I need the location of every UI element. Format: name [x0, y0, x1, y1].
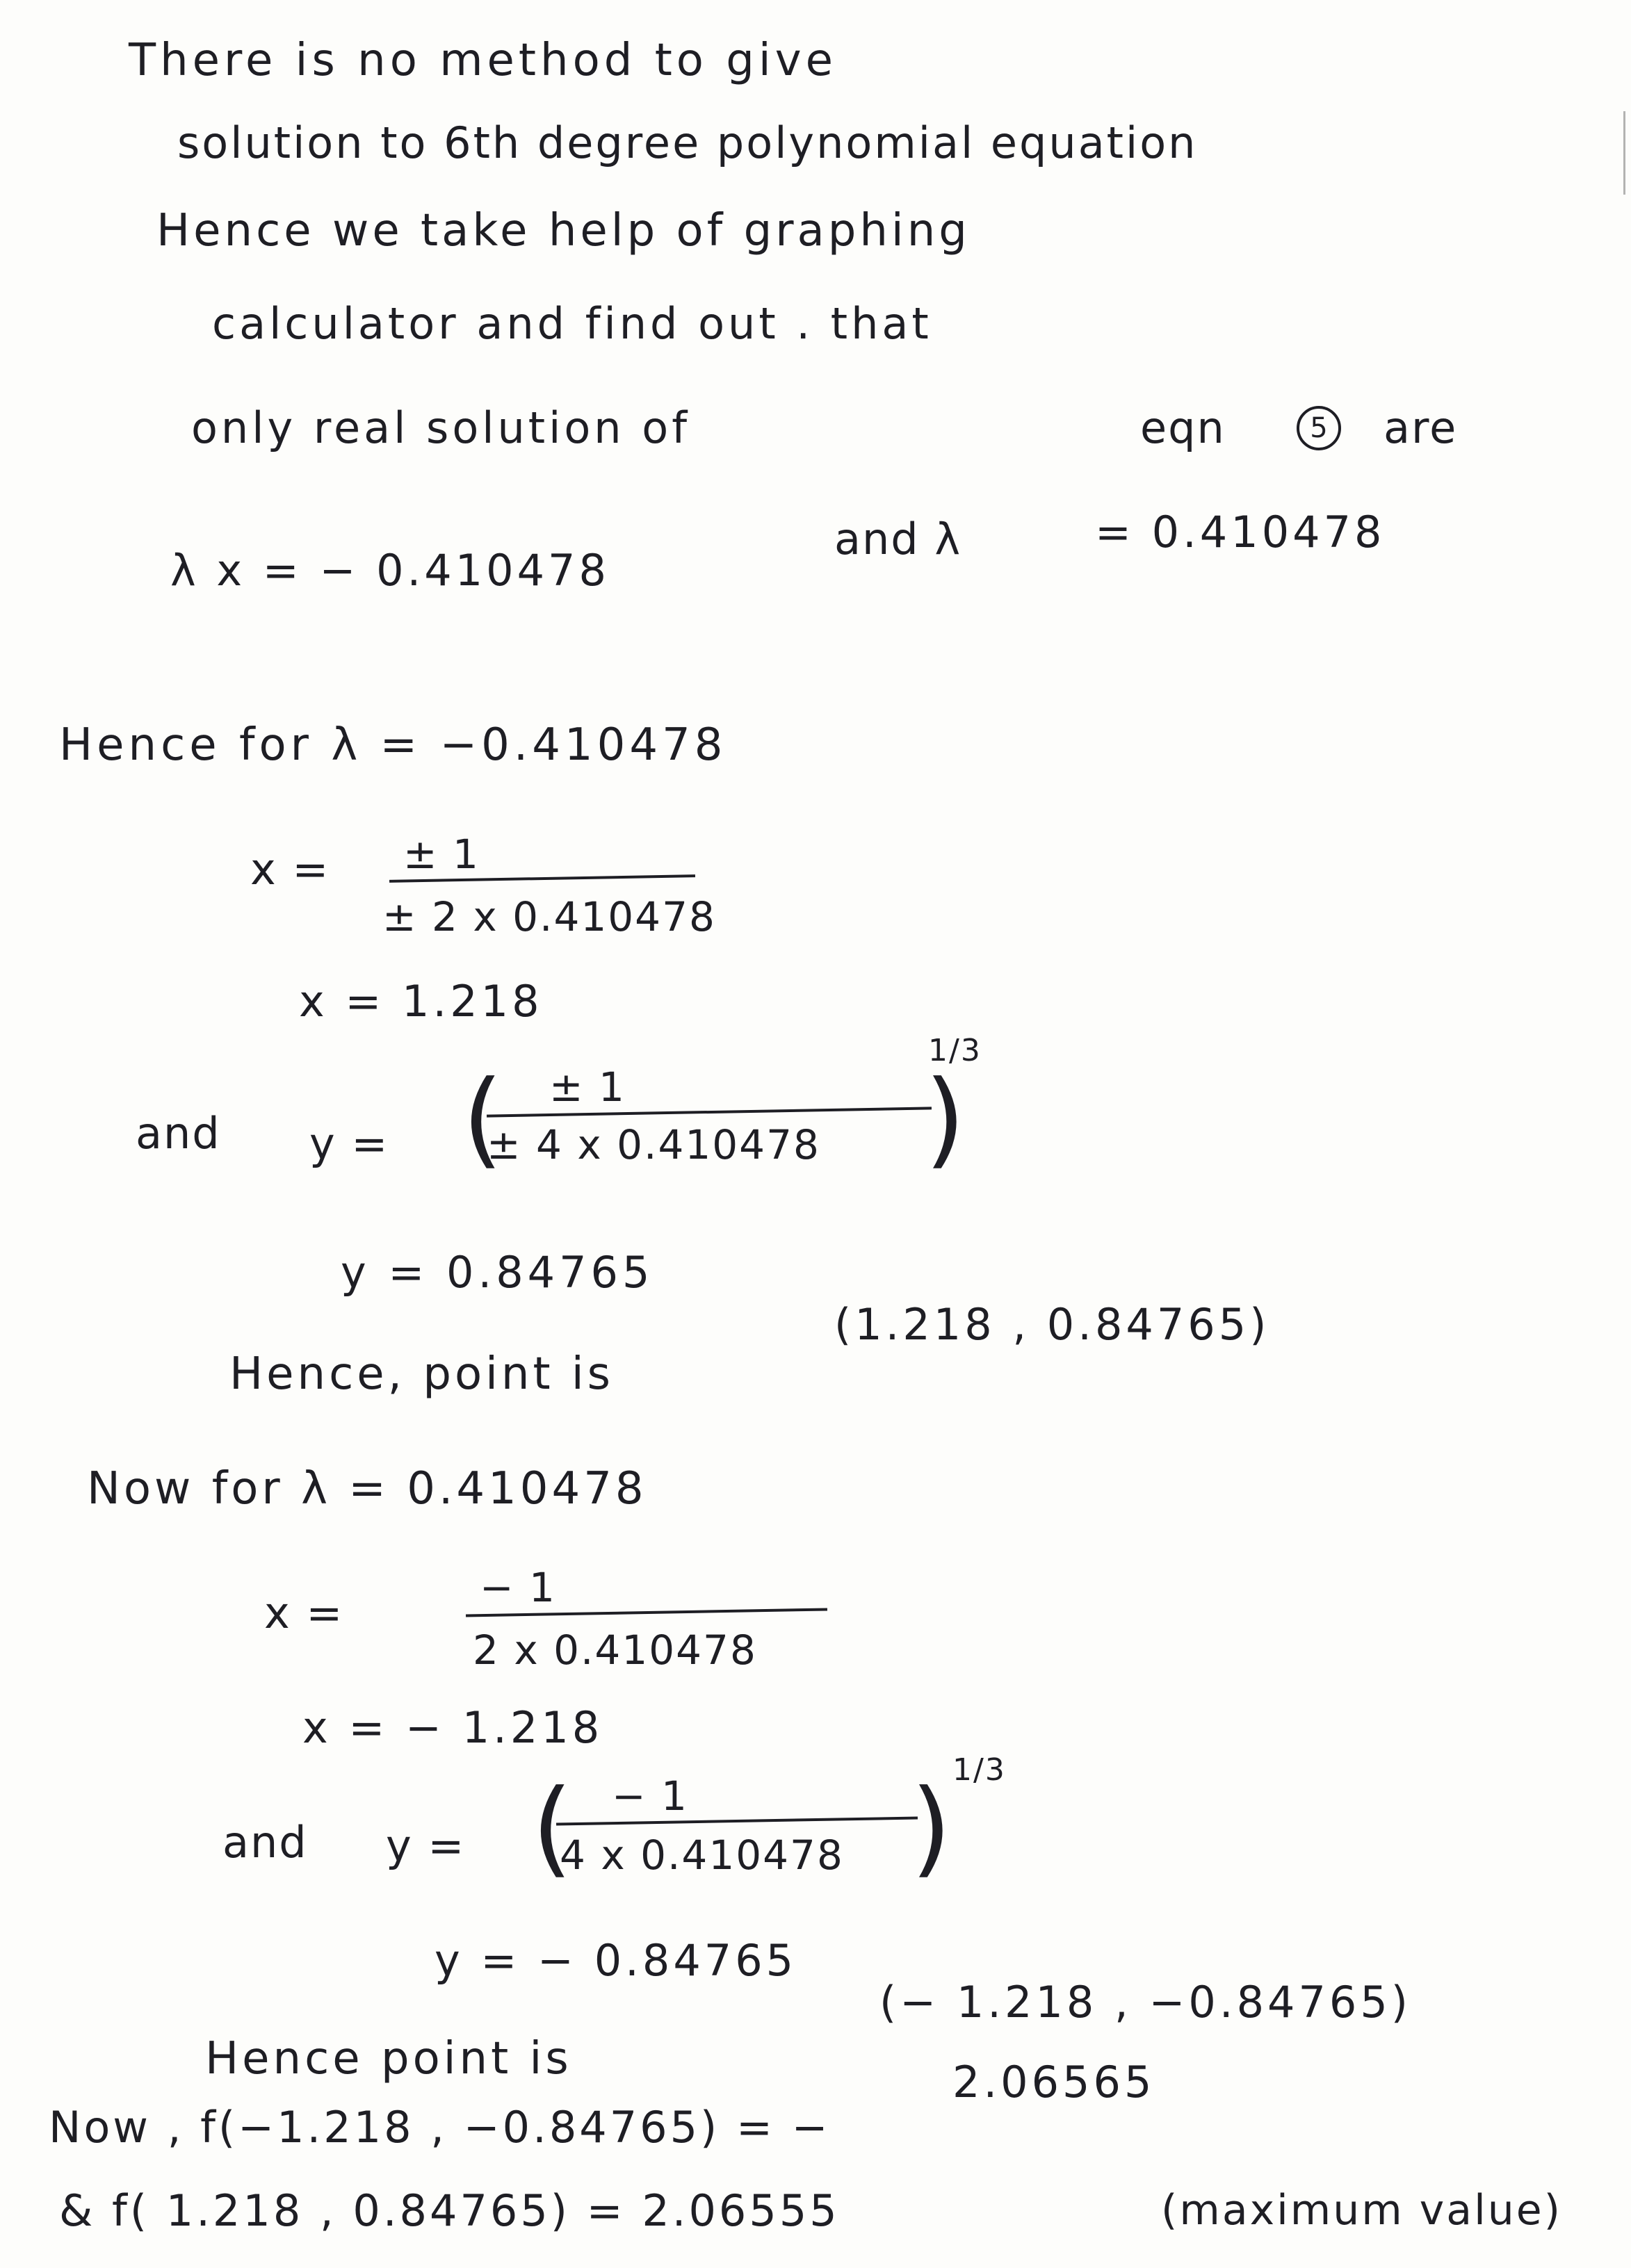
line-20-note: (maximum value): [1161, 2186, 1563, 2235]
paren-right-1: ): [925, 1059, 966, 1180]
line-20-text: & f( 1.218 , 0.84765) = 2.06555: [59, 2185, 840, 2236]
fraction-3-denominator: 2 x 0.410478: [473, 1626, 757, 1674]
fraction-2-denominator: ± 4 x 0.410478: [487, 1121, 820, 1168]
line-1: There is no method to give: [129, 35, 837, 86]
fraction-4-denominator: 4 x 0.410478: [560, 1831, 844, 1879]
line-17: y = − 0.84765: [435, 1935, 797, 1986]
line-8-lhs: x =: [250, 844, 330, 895]
fraction-1-denominator: ± 2 x 0.410478: [382, 893, 716, 940]
line-5-text: only real solution of: [191, 402, 691, 453]
line-5-eqn: eqn: [1140, 402, 1226, 453]
exponent-2: 1/3: [952, 1752, 1006, 1788]
equation-number-circle: 5: [1297, 406, 1341, 450]
line-13: Now for λ = 0.410478: [87, 1463, 647, 1515]
line-18-text: Hence point is: [205, 2033, 572, 2085]
fraction-1-numerator: ± 1: [403, 831, 480, 878]
fraction-4-bar: [556, 1816, 918, 1825]
line-12-point: (1.218 , 0.84765): [834, 1299, 1270, 1350]
exponent-1: 1/3: [928, 1033, 982, 1068]
paren-left-2: (: [532, 1768, 573, 1888]
fraction-4-numerator: − 1: [612, 1772, 688, 1820]
line-10-lhs: y =: [309, 1118, 389, 1169]
line-11: y = 0.84765: [341, 1247, 654, 1298]
line-7: Hence for λ = −0.410478: [59, 719, 727, 771]
line-19-value: 2.06565: [952, 2057, 1155, 2107]
line-19-text: Now , f(−1.218 , −0.84765) = −: [49, 2102, 831, 2153]
page-edge-mark: [1623, 111, 1625, 195]
line-6-lambda-2: = 0.410478: [1095, 507, 1386, 557]
line-2: solution to 6th degree polynomial equation: [177, 117, 1198, 168]
fraction-2-numerator: ± 1: [549, 1063, 626, 1111]
line-16-lhs: y =: [386, 1820, 466, 1871]
line-16-and: and: [222, 1817, 308, 1868]
line-18-point: (− 1.218 , −0.84765): [879, 1977, 1411, 2028]
fraction-3-numerator: − 1: [480, 1564, 556, 1611]
paren-left-1: (: [462, 1059, 503, 1180]
line-12-text: Hence, point is: [229, 1348, 614, 1400]
line-10-and: and: [136, 1108, 221, 1159]
line-6-lambda-1: λ x = − 0.410478: [170, 545, 610, 596]
line-5-are: are: [1383, 402, 1458, 453]
line-9: x = 1.218: [299, 976, 543, 1027]
line-4: calculator and find out . that: [212, 298, 932, 349]
line-6-and: and λ: [834, 514, 962, 564]
line-3: Hence we take help of graphing: [156, 205, 971, 256]
line-14-lhs: x =: [264, 1588, 344, 1638]
line-15: x = − 1.218: [302, 1702, 603, 1753]
paren-right-2: ): [911, 1768, 952, 1888]
